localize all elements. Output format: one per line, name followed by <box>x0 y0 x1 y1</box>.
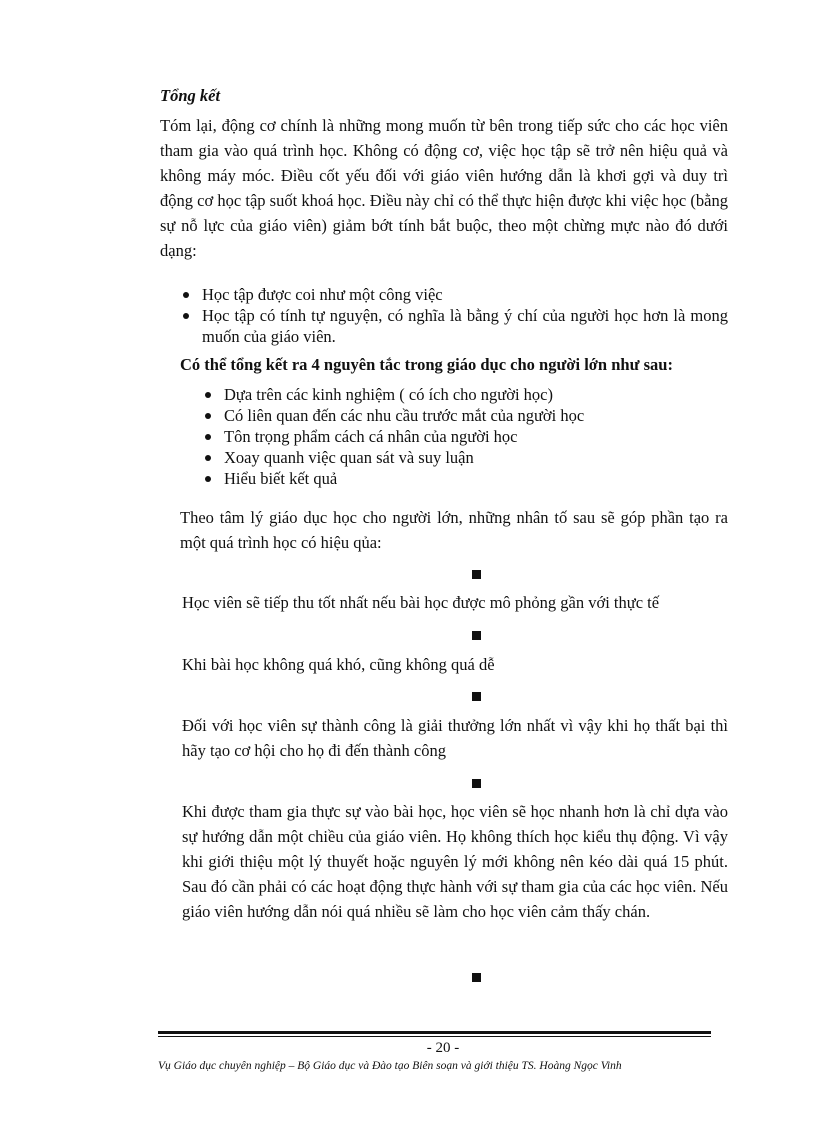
square-bullet-icon <box>472 973 481 982</box>
factors-intro-paragraph: Theo tâm lý giáo dục học cho người lớn, những nhân tố sau sẽ góp phần tạo ra một quá trình học có hiệu qủa: <box>180 508 728 552</box>
list-item: Dựa trên các kinh nghiệm ( có ích cho người học) <box>202 384 722 405</box>
section-heading: Tổng kết <box>160 86 221 105</box>
list-item: Xoay quanh việc quan sát và suy luận <box>202 447 722 468</box>
factor-point: Đối với học viên sự thành công là giải thưởng lớn nhất vì vậy khi họ thất bại thì hãy tạo cơ hội cho họ đi đến thành công <box>182 716 728 760</box>
square-bullet-icon <box>472 631 481 640</box>
square-bullet-icon <box>472 779 481 788</box>
footer-credits: Vụ Giáo dục chuyên nghiệp – Bộ Giáo dục và Đào tạo Biên soạn và giới thiệu TS. Hoàng Ngọc Vinh <box>158 1060 622 1072</box>
principles-subheading: Có thể tổng kết ra 4 nguyên tắc trong giáo dục cho người lớn như sau: <box>180 355 673 374</box>
square-bullet-icon <box>472 692 481 701</box>
page-number: - 20 - <box>426 1040 460 1056</box>
list-item: Có liên quan đến các nhu cầu trước mắt của người học <box>202 405 722 426</box>
principles-list <box>202 384 722 489</box>
factor-point: Khi được tham gia thực sự vào bài học, học viên sẽ học nhanh hơn là chỉ dựa vào sự hướng dẫn một chiều của giáo viên. Họ không thích học kiểu thụ động. Vì vậy khi giới thiệu một lý thuyết hoặc nguyên lý mới không nên kéo dài quá 15 phút. Sau đó cần phải có các hoạt động thực hành với sự tham gia của các học viên. Nếu giáo viên hướng dẫn nói quá nhiều sẽ làm cho học viên cảm thấy chán. <box>182 802 728 921</box>
list-item: Tôn trọng phẩm cách cá nhân của người học <box>202 426 722 447</box>
factor-point: Học viên sẽ tiếp thu tốt nhất nếu bài học được mô phỏng gần với thực tế <box>182 593 660 612</box>
list-item: Hiểu biết kết quả <box>202 468 722 489</box>
list-item: Học tập được coi như một công việc <box>180 284 728 305</box>
list-item: Học tập có tính tự nguyện, có nghĩa là bằng ý chí của người học hơn là mong muốn của giáo viên. <box>180 305 728 347</box>
factor-point: Khi bài học không quá khó, cũng không quá dễ <box>182 655 495 674</box>
square-bullet-icon <box>472 570 481 579</box>
motivation-list <box>180 284 728 347</box>
footer-divider <box>158 1036 711 1037</box>
footer-divider <box>158 1031 711 1034</box>
summary-paragraph: Tóm lại, động cơ chính là những mong muốn từ bên trong tiếp sức cho các học viên tham gia vào quá trình học. Không có động cơ, việc học tập sẽ trở nên hiệu quả và không máy móc. Điều cốt yếu đối với giáo viên hướng dẫn là khơi gợi và duy trì động cơ học tập suốt khoá học. Điều này chỉ có thể thực hiện được khi việc học (bằng sự nỗ lực của giáo viên) giảm bớt tính bắt buộc, theo một chừng mực nào đó dưới dạng: <box>160 116 728 260</box>
